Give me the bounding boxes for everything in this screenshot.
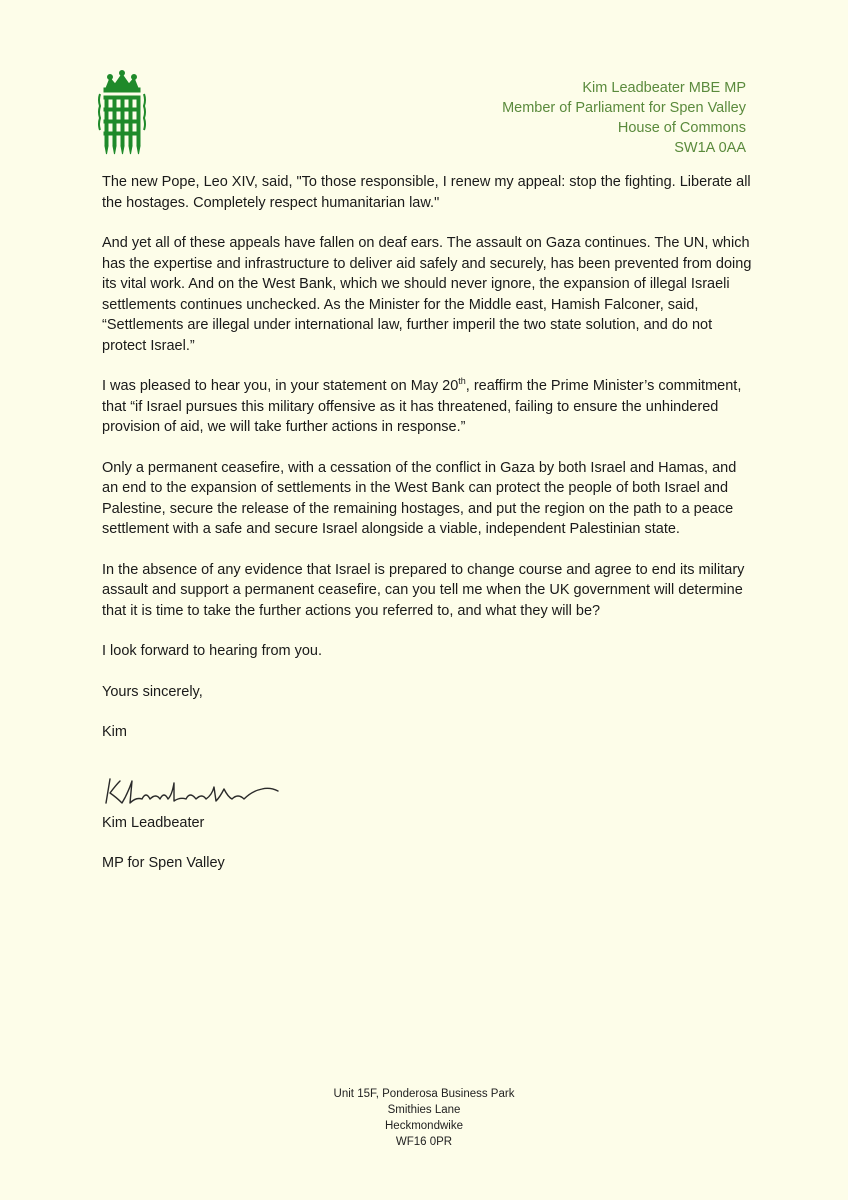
footer-line-2: Smithies Lane xyxy=(387,1104,461,1116)
handwritten-signature xyxy=(102,773,282,809)
constituency-office-address xyxy=(0,1086,848,1150)
signatory-title: MP for Spen Valley xyxy=(102,855,225,871)
footer-line-4: WF16 0PR xyxy=(395,1136,453,1148)
paragraph-statement xyxy=(102,376,752,438)
sender-role: Member of Parliament for Spen Valley xyxy=(502,100,746,116)
paragraph-ceasefire: Only a permanent ceasefire, with a cessation of the conflict in Gaza by both Israel and Hamas, and an end to the expansion of settlements in the West Bank can protect the people of both Israel and Palestine, secure the release of the remaining hostages, and put the region on the path to a peace settlement with a safe and secure Israel alongside a viable, independent Palestinian state. xyxy=(102,459,737,537)
paragraph-statement-end: , reaffirm the Prime Minister’s commitment, that “if Israel pursues this military offensive as it has threatened, failing to ensure the unhindered provision of aid, we will take further actions in response.” xyxy=(102,378,742,435)
footer-line-1: Unit 15F, Ponderosa Business Park xyxy=(333,1088,515,1100)
paragraph-question: In the absence of any evidence that Israel is prepared to change course and agree to end its military assault and support a permanent ceasefire, can you tell me when the UK government will determine that it is time to take the further actions you referred to, and what they will be? xyxy=(102,561,745,619)
footer-line-3: Heckmondwike xyxy=(385,1120,463,1132)
portcullis-icon xyxy=(96,70,148,156)
signatory-name: Kim Leadbeater xyxy=(102,814,205,831)
paragraph-statement-start: I was pleased to hear you, in your statement on May 20 xyxy=(102,378,459,394)
sender-postcode: SW1A 0AA xyxy=(674,140,746,156)
signoff-first-name: Kim xyxy=(102,724,127,740)
ordinal-suffix: th xyxy=(458,376,466,387)
paragraph-pope-quote: The new Pope, Leo XIV, said, "To those responsible, I renew my appeal: stop the fighting. Liberate all the hostages. Completely respect humanitarian law." xyxy=(102,174,751,211)
sender-office: House of Commons xyxy=(617,120,746,136)
sender-address-block xyxy=(502,78,746,158)
letter-body xyxy=(102,172,752,894)
paragraph-appeals: And yet all of these appeals have fallen on deaf ears. The assault on Gaza continues. The UN, which has the expertise and infrastructure to deliver aid safely and securely, has been prevented from doing its vital work. And on the West Bank, which we should never ignore, the expansion of illegal Israeli settlements continues unchecked. As the Minister for the Middle east, Hamish Falconer, said, “Settlements are illegal under international law, further imperil the two state solution, and do not protect Israel.” xyxy=(102,235,752,354)
valediction: Yours sincerely, xyxy=(102,683,203,700)
sender-name: Kim Leadbeater MBE MP xyxy=(582,80,746,96)
paragraph-look-forward: I look forward to hearing from you. xyxy=(102,643,323,659)
